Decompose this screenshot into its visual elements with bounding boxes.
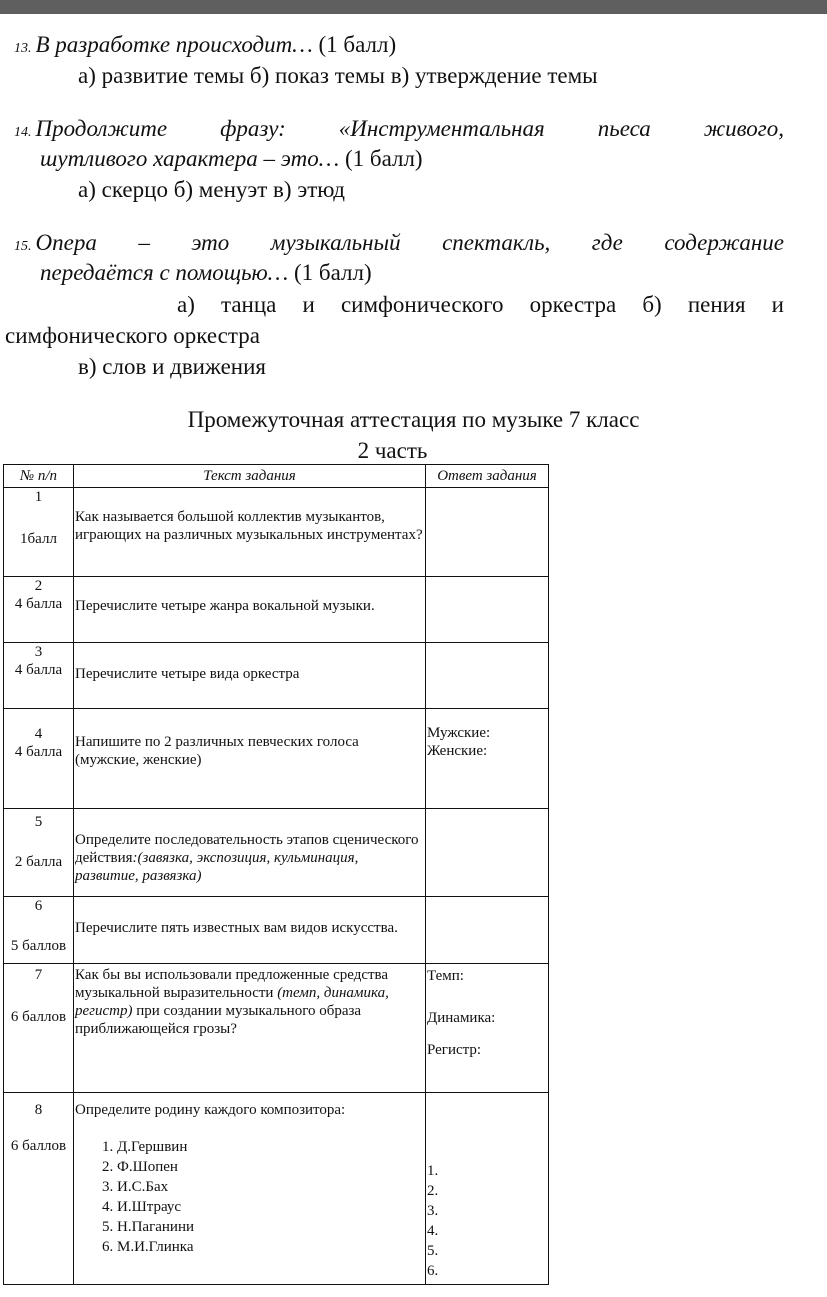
task-number-cell — [4, 964, 74, 1093]
task-number: 1 — [34, 489, 43, 505]
list-item: 4. И.Штраус — [117, 1197, 424, 1217]
section-subtitle: 2 часть — [357, 438, 428, 463]
answer-cell[interactable] — [426, 488, 549, 577]
answer-label: 1. — [427, 1163, 439, 1179]
header-answer: Ответ задания — [426, 465, 549, 488]
question-text: Опера – это музыкальный спектакль, где содержание — [35, 230, 784, 255]
task-number: 8 — [34, 1102, 43, 1118]
task-points: 5 баллов — [10, 938, 67, 954]
question-points: (1 балл) — [288, 260, 372, 285]
table-row — [4, 643, 549, 709]
question-points: (1 балл) — [339, 146, 423, 171]
task-text: Перечислите четыре жанра вокальной музыки. — [74, 577, 426, 643]
answer-cell[interactable] — [426, 897, 549, 964]
question-14-options: а) скерцо б) менуэт в) этюд — [78, 177, 345, 202]
question-text: Продолжите фразу: «Инструментальная пьеса живого, — [35, 116, 784, 141]
question-15-line2 — [40, 258, 372, 288]
task-number: 4 — [34, 726, 43, 742]
answer-label: 3. — [427, 1203, 439, 1219]
task-text-cell — [74, 809, 426, 897]
answer-cell[interactable] — [426, 709, 549, 809]
question-text: В разработке происходит… — [35, 32, 313, 57]
task-points: 6 баллов — [10, 1009, 67, 1025]
question-number: 14. — [14, 125, 32, 140]
answer-label: Темп: — [427, 968, 464, 984]
table-row — [4, 897, 549, 964]
answer-label: 6. — [427, 1263, 439, 1279]
answer-cell[interactable] — [426, 1093, 549, 1285]
question-14-line2 — [40, 144, 423, 174]
task-text: при создании музыкального образа приближающейся грозы? — [75, 1003, 362, 1037]
task-number-cell — [4, 488, 74, 577]
task-text-cell — [74, 964, 426, 1093]
task-text: Как бы вы использовали предложенные средства музыкальной выразительности — [75, 967, 389, 1001]
task-points: 1балл — [20, 531, 57, 547]
task-text: Определите родину каждого композитора: — [75, 1102, 346, 1118]
table-row — [4, 809, 549, 897]
table-row — [4, 1093, 549, 1285]
task-text: Напишите по 2 различных певческих голоса (мужские, женские) — [74, 709, 426, 809]
task-points: 4 балла — [14, 744, 63, 760]
task-text-cell — [74, 1093, 426, 1285]
composer-list — [75, 1137, 424, 1257]
question-points: (1 балл) — [312, 32, 397, 57]
question-13 — [14, 30, 396, 64]
answer-cell[interactable] — [426, 643, 549, 709]
table-row — [4, 488, 549, 577]
task-text: Перечислите пять известных вам видов искусства. — [74, 897, 426, 964]
question-15-options-line2: симфонического оркестра — [5, 323, 260, 348]
answer-cell[interactable] — [426, 964, 549, 1093]
task-number-cell — [4, 643, 74, 709]
task-text: Как называется большой коллектив музыкантов, играющих на различных музыкальных инструментах? — [74, 488, 426, 577]
list-item: 2. Ф.Шопен — [117, 1157, 424, 1177]
task-number: 2 — [34, 578, 43, 594]
answer-label: 2. — [427, 1183, 439, 1199]
table-row — [4, 709, 549, 809]
question-15-options-line1: а) танца и симфонического оркестра б) пения и — [177, 292, 784, 317]
task-text-hint: (темп, динамика, регистр) — [75, 985, 389, 1019]
task-points: 4 балла — [14, 662, 63, 678]
task-points: 4 балла — [14, 596, 63, 612]
answer-cell[interactable] — [426, 577, 549, 643]
list-item: 1. Д.Гершвин — [117, 1137, 424, 1157]
answer-label: 5. — [427, 1243, 439, 1259]
top-bar — [0, 0, 827, 14]
task-number-cell — [4, 709, 74, 809]
task-text: Определите последовательность этапов сценического действия — [75, 832, 419, 866]
list-item: 5. Н.Паганини — [117, 1217, 424, 1237]
section-title: Промежуточная аттестация по музыке 7 класс — [187, 407, 640, 432]
task-points: 2 балла — [14, 854, 63, 870]
task-number: 7 — [34, 967, 43, 983]
answer-label: Женские: — [427, 743, 488, 759]
question-text: передаётся с помощью… — [40, 260, 289, 285]
table-header-row — [4, 465, 549, 488]
task-number-cell — [4, 809, 74, 897]
question-15-options-line3: в) слов и движения — [78, 354, 266, 379]
task-number-cell — [4, 897, 74, 964]
answer-label: Динамика: — [427, 1010, 496, 1026]
task-number-cell — [4, 577, 74, 643]
header-number: № п/п — [4, 465, 74, 488]
answer-cell[interactable] — [426, 809, 549, 897]
question-14-line1 — [14, 114, 784, 148]
task-text-hint: :(завязка, экспозиция, кульминация, развитие, развязка) — [75, 850, 359, 884]
question-15-line1 — [14, 228, 784, 262]
table-row — [4, 577, 549, 643]
task-number-cell — [4, 1093, 74, 1285]
list-item: 6. М.И.Глинка — [117, 1237, 424, 1257]
task-number: 5 — [34, 814, 43, 830]
question-text: шутливого характера – это… — [40, 146, 340, 171]
task-points: 6 баллов — [10, 1138, 67, 1154]
question-number: 13. — [14, 41, 32, 56]
table-row — [4, 964, 549, 1093]
task-number: 3 — [34, 644, 43, 660]
answer-label: Мужские: — [427, 725, 491, 741]
task-number: 6 — [34, 898, 43, 914]
answer-label: 4. — [427, 1223, 439, 1239]
list-item: 3. И.С.Бах — [117, 1177, 424, 1197]
question-13-options: а) развитие темы б) показ темы в) утверждение темы — [78, 63, 598, 88]
header-task: Текст задания — [74, 465, 426, 488]
tasks-table — [3, 464, 549, 1285]
question-number: 15. — [14, 239, 32, 254]
answer-label: Регистр: — [427, 1042, 482, 1058]
task-text: Перечислите четыре вида оркестра — [74, 643, 426, 709]
